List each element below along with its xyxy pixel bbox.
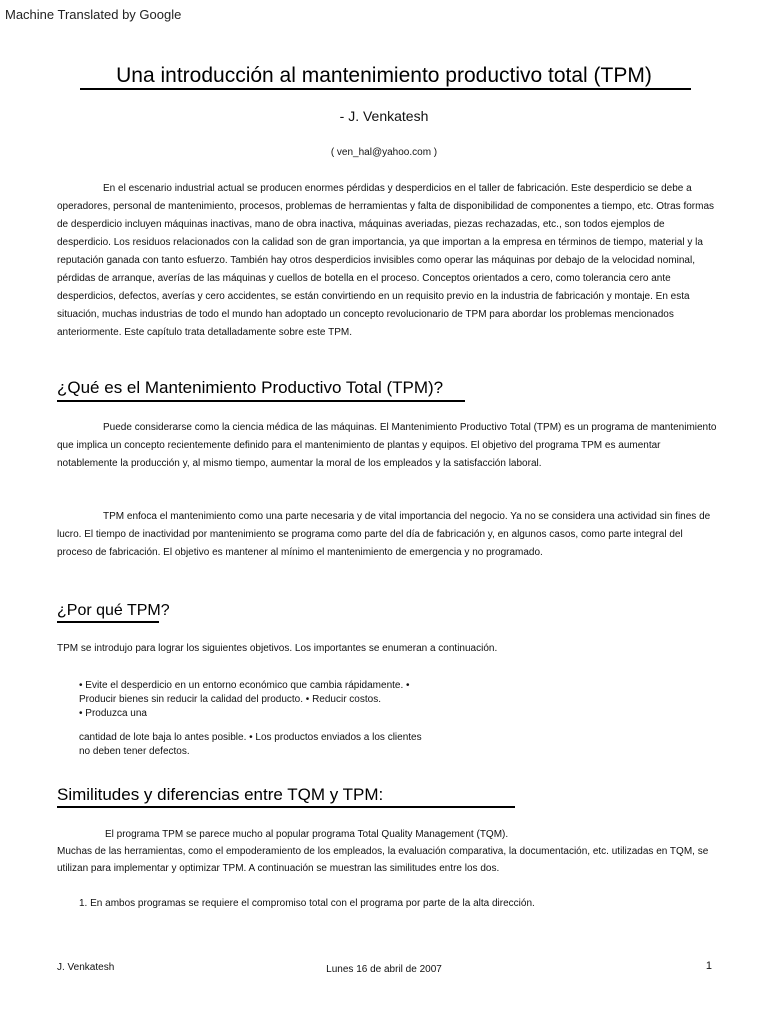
tqm-vs-tpm-paragraph: El programa TPM se parece mucho al popular programa Total Quality Management (TQM). Muchas de las herramientas, como el empoderamiento de los empleados, la evaluación comparativa, la documentación, etc. utilizadas en TQM, se utilizan para implementar y optimizar TPM. A continuación se muestran las similitudes entre los dos. bbox=[57, 829, 709, 874]
section-heading-underline bbox=[57, 806, 515, 808]
what-is-tpm-paragraph-2: TPM enfoca el mantenimiento como una parte necesaria y de vital importancia del negocio. Ya no se considera una actividad sin fines de lucro. El tiempo de inactividad por mantenimiento se programa como parte del día de fabricación y, en algunos casos, como parte integral del proceso de fabricación. El objetivo es mantener al mínimo el mantenimiento de emergencia y no programado. bbox=[57, 511, 711, 558]
page-number: 1 bbox=[705, 960, 712, 972]
document-title: Una introducción al mantenimiento productivo total (TPM) bbox=[116, 64, 652, 87]
footer-author: J. Venkatesh bbox=[57, 962, 115, 973]
what-is-tpm-paragraph-1: Puede considerarse como la ciencia médica de las máquinas. El Mantenimiento Productivo Total (TPM) es un programa de mantenimiento que implica un concepto recientemente definido para el mantenimiento de plantas y equipos. El objetivo del programa TPM es aumentar notablemente la producción y, al mismo tiempo, aumentar la moral de los empleados y la satisfacción laboral. bbox=[57, 422, 717, 469]
objectives-list bbox=[79, 679, 499, 721]
title-underline bbox=[80, 88, 691, 90]
author-email: ( ven_hal@yahoo.com ) bbox=[330, 147, 438, 158]
section-heading-underline bbox=[57, 621, 159, 623]
footer-date: Lunes 16 de abril de 2007 bbox=[326, 964, 442, 975]
list-item: cantidad de lote baja lo antes posible. • Los productos enviados a los clientes bbox=[79, 732, 422, 743]
list-item: • Produzca una bbox=[79, 708, 147, 719]
similarity-item-1: 1. En ambos programas se requiere el compromiso total con el programa por parte de la alta dirección. bbox=[79, 898, 535, 909]
list-item: • Evite el desperdicio en un entorno económico que cambia rápidamente. • bbox=[79, 680, 410, 691]
section-heading-tqm-vs-tpm: Similitudes y diferencias entre TQM y TPM: bbox=[57, 785, 384, 804]
section-heading-why-tpm: ¿Por qué TPM? bbox=[57, 602, 170, 619]
machine-translation-banner: Machine Translated by Google bbox=[5, 7, 182, 22]
intro-paragraph: En el escenario industrial actual se producen enormes pérdidas y desperdicios en el taller de fabricación. Este desperdicio se debe a operadores, personal de mantenimiento, procesos, problemas de herramientas y falta de disponibilidad de componentes a tiempo, etc. Otras formas de desperdicio incluyen máquinas inactivas, mano de obra inactiva, máquinas averiadas, piezas rechazadas, etc., son todos ejemplos de desperdicio. Los residuos relacionados con la calidad son de gran importancia, ya que importan a la empresa en términos de tiempo, material y la reputación ganada con tanto esfuerzo. También hay otros desperdicios invisibles como operar las máquinas por debajo de la velocidad nominal, pérdidas de arranque, averías de las máquinas y cuellos de botella en el proceso. Conceptos orientados a cero, como tolerancia cero ante desperdicios, defectos, averías y cero accidentes, se están convirtiendo en un requisito previo en la industria de fabricación y montaje. En esta situación, muchas industrias de todo el mundo han adoptado un concepto revolucionario de TPM para abordar los problemas mencionados anteriormente. Este capítulo trata detalladamente sobre este TPM. bbox=[57, 183, 715, 338]
list-item: Producir bienes sin reducir la calidad del producto. • Reducir costos. bbox=[79, 694, 381, 705]
list-item: no deben tener defectos. bbox=[79, 746, 190, 757]
author-line: - J. Venkatesh bbox=[339, 108, 429, 124]
section-heading-underline bbox=[57, 400, 465, 402]
objectives-list-continued bbox=[79, 731, 499, 759]
why-tpm-intro: TPM se introdujo para lograr los siguientes objetivos. Los importantes se enumeran a continuación. bbox=[57, 643, 498, 654]
section-heading-what-is-tpm: ¿Qué es el Mantenimiento Productivo Total (TPM)? bbox=[57, 378, 444, 397]
